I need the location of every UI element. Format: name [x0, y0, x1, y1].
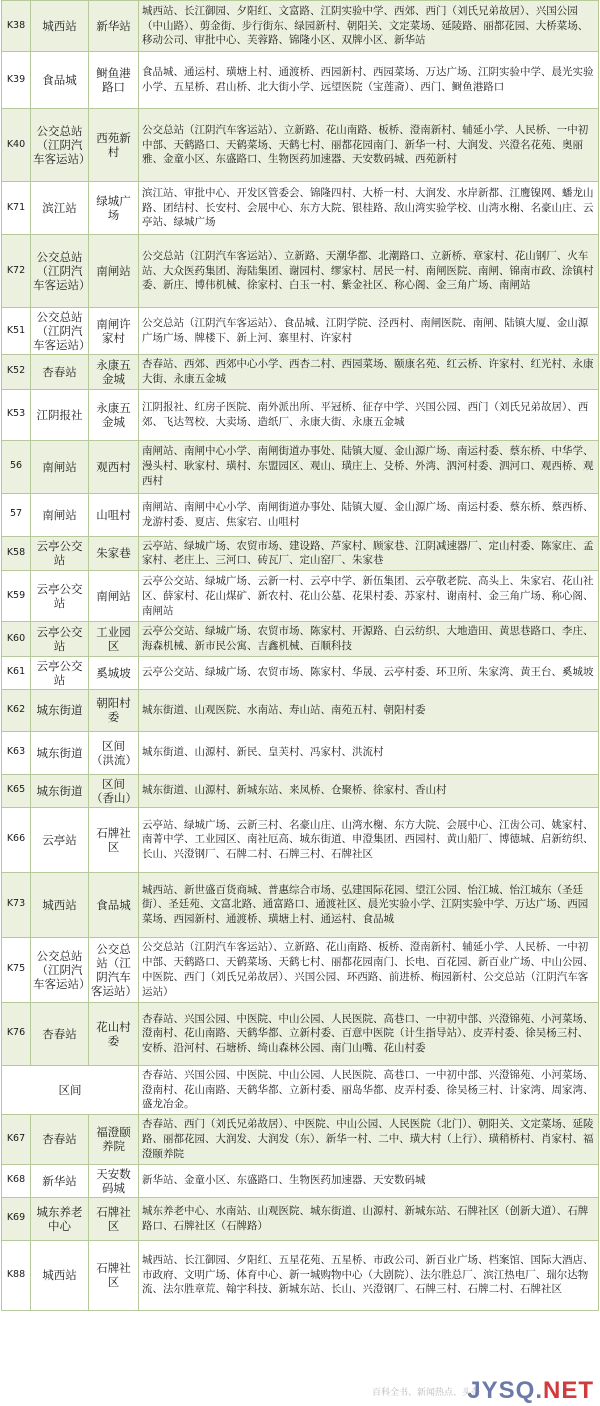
route-start: 城东街道 [31, 689, 89, 731]
route-end: 南闸站 [89, 571, 139, 622]
route-start: 杏春站 [31, 355, 89, 390]
table-row [2, 731, 599, 774]
route-start: 云亭公交站 [31, 622, 89, 657]
route-start: 江阴报社 [31, 389, 89, 440]
route-number: K68 [2, 1164, 31, 1197]
route-end: 绿城广场 [89, 182, 139, 235]
route-stops: 城西站、新世盛百货商城、普惠综合市场、弘建国际花园、望江公园、怡江城、怡江城东（圣廷街）、圣廷苑、文富北路、通富路口、通渡社区、晨光实验小学、江阴实验中学、万达广场、西园菜场、西园新村、通渡桥、璜塘上村、通运村、食品城 [139, 872, 599, 937]
watermark-logo-net: NET [543, 1377, 594, 1404]
route-number: K52 [2, 355, 31, 390]
route-stops: 滨江站、审批中心、开发区管委会、锦隆四村、大桥一村、大润发、水岸新都、江鹰镍网、蟠龙山路、团结村、长安村、会展中心、东方大院、银桂路、敌山湾实验学校、山湾水榭、名豪山庄、云亭站、绿城广场 [139, 182, 599, 235]
route-start: 云亭公交站 [31, 656, 89, 689]
route-number: K61 [2, 656, 31, 689]
route-end: 朝阳村委 [89, 689, 139, 731]
route-stops: 公交总站（江阴汽车客运站）、立新路、花山南路、板桥、澄南新村、辅延小学、人民桥、一中初中部、天鹤路口、天鹤菜场、天鹤七村、丽都花园南门、新华一村、大润发、兴澄名花苑、奥丽雅、金童小区、东盛路口、生物医药加速器、天安数码城、西苑新村 [139, 109, 599, 182]
route-end: 工业园区 [89, 622, 139, 657]
table-row [2, 1164, 599, 1197]
route-number: K40 [2, 109, 31, 182]
table-row [2, 571, 599, 622]
route-number: 57 [2, 493, 31, 536]
route-end: 食品城 [89, 872, 139, 937]
route-stops: 新华站、金童小区、东盛路口、生物医药加速器、天安数码城 [139, 1164, 599, 1197]
route-number: K88 [2, 1240, 31, 1310]
route-stops: 杏春站、兴国公园、中医院、中山公园、人民医院、高巷口、一中初中部、兴澄锦苑、小河菜场、澄南村、花山南路、天鹤华都、立新村委、丽岛华都、皮弄村委、徐吴杨三村、计家湾、周家湾、盛龙冶金。 [139, 1065, 599, 1114]
route-end: 鲥鱼港路口 [89, 52, 139, 109]
watermark-faint-text: 百科全书、新闻热点、头条 [371, 1388, 480, 1398]
route-stops: 云亭公交站、绿城广场、农贸市场、陈家村、华晟、云亭村委、环卫所、朱家湾、黄王台、奚城坡 [139, 656, 599, 689]
route-end: 福澄颐养院 [89, 1115, 139, 1164]
route-stops: 杏春站、西郊、西郊中心小学、西杏二村、西园菜场、颐康名苑、红云桥、许家村、红光村、永康大街、永康五金城 [139, 355, 599, 390]
route-start: 城东街道 [31, 774, 89, 807]
route-stops: 公交总站（江阴汽车客运站）、立新路、花山南路、板桥、澄南新村、辅延小学、人民桥、一中初中部、天鹤路口、天鹤菜场、天鹤七村、丽都花园南门、长电、百花园、新百业广场、中山公园、中医院、西门（刘氏兄弟故居）、兴国公园、环西路、前进桥、梅园新村、公交总站（江阴汽车客运站） [139, 937, 599, 1002]
table-row [2, 937, 599, 1002]
route-start: 云亭公交站 [31, 536, 89, 571]
route-start: 云亭站 [31, 807, 89, 872]
site-watermark [467, 1378, 594, 1404]
route-number: K59 [2, 571, 31, 622]
table-row [2, 656, 599, 689]
route-stops: 云亭站、绿城广场、云新三村、名豪山庄、山湾水榭、东方大院、会展中心、江齿公司、姚家村、南菁中学、工业园区、南社厄高、城东街道、申澄集团、西园村、黄山船厂、博德城、启新纺织、长山、兴澄钢厂、石牌二村、石牌三村、石牌社区 [139, 807, 599, 872]
route-start: 城西站 [31, 1240, 89, 1310]
route-end: 永康五金城 [89, 355, 139, 390]
route-stops: 城东街道、山源村、新城东站、来凤桥、仓聚桥、徐家村、香山村 [139, 774, 599, 807]
route-start: 食品城 [31, 52, 89, 109]
route-start: 城东养老中心 [31, 1197, 89, 1240]
route-number: K71 [2, 182, 31, 235]
route-number: 56 [2, 440, 31, 493]
table-row [2, 689, 599, 731]
route-number: K65 [2, 774, 31, 807]
route-number: K72 [2, 235, 31, 308]
route-end: 奚城坡 [89, 656, 139, 689]
route-stops: 云亭公交站、绿城广场、云新一村、云亭中学、新伍集团、云亭敬老院、高头上、朱家宕、花山社区、薛家村、花山煤矿、新农村、花山公墓、花果村委、苏家村、谢南村、金三角广场、称心阁、南闸站 [139, 571, 599, 622]
route-stops: 城东街道、山观医院、水南站、寿山站、南苑五村、朝阳村委 [139, 689, 599, 731]
route-end: 花山村委 [89, 1002, 139, 1065]
route-stops: 公交总站（江阴汽车客运站）、食品城、江阴学院、泾西村、南闸医院、南闸、陆镇大厦、金山源广场广场、牌楼下、新上河、寨里村、许家村 [139, 308, 599, 355]
table-row [2, 109, 599, 182]
route-number: K75 [2, 937, 31, 1002]
route-stops: 云亭站、绿城广场、农贸市场、建设路、芦家村、顾家巷、江阴减速器厂、定山村委、陈家庄、孟家村、老庄上、三河口、砖瓦厂、定山窑厂、朱家巷 [139, 536, 599, 571]
route-end: 新华站 [89, 1, 139, 52]
route-number: K73 [2, 872, 31, 937]
route-number: K58 [2, 536, 31, 571]
route-end: 朱家巷 [89, 536, 139, 571]
route-number: K76 [2, 1002, 31, 1065]
table-row [2, 1002, 599, 1065]
route-end: 南闸站 [89, 235, 139, 308]
route-stops: 杏春站、西门（刘氏兄弟故居）、中医院、中山公园、人民医院（北门）、朝阳关、文定菜场、延陵路、丽都花园、大润发、大润发（东）、新华一村、二中、璜大村（上行）、璜稍桥村、肖家村、福澄颐养院 [139, 1115, 599, 1164]
route-end: 石牌社区 [89, 807, 139, 872]
route-stops: 城西站、长江御园、夕阳红、文富路、江阴实验中学、西郊、西门（刘氏兄弟故居）、兴国公园（中山路）、剪金街、步行街东、绿园新村、朝阳关、文定菜场、延陵路、丽都花园、大桥菜场、移动公司、审批中心、芙蓉路、锦隆小区、双牌小区、新华站 [139, 1, 599, 52]
route-stops: 城东养老中心、水南站、山观医院、城东街道、山源村、新城东站、石牌社区（创新大道）、石牌路口、石牌社区（石牌路） [139, 1197, 599, 1240]
table-row [2, 1115, 599, 1164]
route-end: 永康五金城 [89, 389, 139, 440]
route-end: 石牌社区 [89, 1240, 139, 1310]
route-start: 公交总站（江阴汽车客运站） [31, 109, 89, 182]
route-end: 区间（香山） [89, 774, 139, 807]
table-row [2, 1065, 599, 1114]
table-row [2, 872, 599, 937]
route-label: 区间 [2, 1065, 139, 1114]
route-number: K60 [2, 622, 31, 657]
table-row [2, 774, 599, 807]
route-stops: 食品城、通运村、璜塘上村、通渡桥、西园新村、西园菜场、万达广场、江阴实验中学、晨光实验小学、五星桥、君山桥、北大街小学、远望医院（宝莲斋）、西门、鲥鱼港路口 [139, 52, 599, 109]
table-row [2, 622, 599, 657]
watermark-logo-main: JYSQ. [467, 1377, 543, 1404]
bus-route-table [1, 0, 599, 1311]
route-number: K53 [2, 389, 31, 440]
route-stops: 江阴报社、红房子医院、南外派出所、平冠桥、征存中学、兴国公园、西门（刘氏兄弟故居）、西郊、飞达驾校、大卖场、造纸厂、永康大街、永康五金城 [139, 389, 599, 440]
route-start: 云亭公交站 [31, 571, 89, 622]
route-start: 新华站 [31, 1164, 89, 1197]
table-row [2, 182, 599, 235]
table-row [2, 493, 599, 536]
route-number: K63 [2, 731, 31, 774]
watermark-logo [467, 1378, 594, 1404]
route-number: K66 [2, 807, 31, 872]
table-row [2, 235, 599, 308]
route-start: 杏春站 [31, 1002, 89, 1065]
route-start: 南闸站 [31, 440, 89, 493]
route-end: 西苑新村 [89, 109, 139, 182]
route-start: 南闸站 [31, 493, 89, 536]
route-end: 山咀村 [89, 493, 139, 536]
table-row [2, 308, 599, 355]
route-stops: 云亭公交站、绿城广场、农贸市场、陈家村、开源路、白云纺织、大地造田、黄思巷路口、李庄、海森机械、新市民公寓、吉鑫机械、百顺科技 [139, 622, 599, 657]
route-end: 公交总站（江阴汽车客运站） [89, 937, 139, 1002]
route-number: K67 [2, 1115, 31, 1164]
route-number: K51 [2, 308, 31, 355]
route-start: 公交总站（江阴汽车客运站） [31, 937, 89, 1002]
route-stops: 南闸站、南闸中心小学、南闸街道办事处、陆镇大厦、金山源广场、南运村委、蔡东桥、中华学、漫头村、耿家村、璜村、东盟园区、观山、璜庄上、殳桥、外湾、泗河村委、泗河口、观西桥、观西村 [139, 440, 599, 493]
route-stops: 杏春站、兴国公园、中医院、中山公园、人民医院、高巷口、一中初中部、兴澄锦苑、小河菜场、澄南村、花山南路、天鹤华都、立新村委、百意中医院（计生指导站）、皮弄村委、徐吴杨三村、安桥、沿河村、石塘桥、绮山森林公园、南门山嘴、花山村委 [139, 1002, 599, 1065]
route-stops: 南闸站、南闸中心小学、南闸街道办事处、陆镇大厦、金山源广场、南运村委、蔡东桥、蔡西桥、龙游村委、夏店、焦家宕、山咀村 [139, 493, 599, 536]
route-stops: 公交总站（江阴汽车客运站）、立新路、天潮华都、北潮路口、立新桥、章家村、花山钢厂、火车站、大众医药集团、海陆集团、谢园村、缪家村、居民一村、南闸医院、南闸、锦南市政、涂镇村委、新庄、博伟机械、徐家村、白玉一村、紫金社区、称心阁、金三角广场、南闸站 [139, 235, 599, 308]
route-number: K69 [2, 1197, 31, 1240]
route-end: 观西村 [89, 440, 139, 493]
table-row [2, 440, 599, 493]
table-row [2, 1197, 599, 1240]
table-row [2, 1, 599, 52]
route-start: 杏春站 [31, 1115, 89, 1164]
route-start: 城西站 [31, 872, 89, 937]
route-start: 城西站 [31, 1, 89, 52]
table-row [2, 389, 599, 440]
table-row [2, 1240, 599, 1310]
route-number: K62 [2, 689, 31, 731]
route-number: K39 [2, 52, 31, 109]
route-start: 城东街道 [31, 731, 89, 774]
route-stops: 城西站、长江御园、夕阳红、五星花苑、五星桥、市政公司、新百业广场、档案馆、国际大酒店、市政府、文明广场、体育中心、新一城购物中心（大剧院）、法尔胜总厂、滨江热电厂、瑞尔达物流、法尔胜章荒、翰宇科技、新城东站、长山、兴澄钢厂、石牌三村、石牌二村、石牌社区 [139, 1240, 599, 1310]
route-number: K38 [2, 1, 31, 52]
route-end: 南闸许家村 [89, 308, 139, 355]
route-start: 公交总站（江阴汽车客运站） [31, 308, 89, 355]
route-table-body [2, 1, 599, 1311]
table-row [2, 807, 599, 872]
route-stops: 城东街道、山源村、新民、皇芙村、冯家村、洪流村 [139, 731, 599, 774]
route-start: 滨江站 [31, 182, 89, 235]
table-row [2, 52, 599, 109]
route-start: 公交总站（江阴汽车客运站） [31, 235, 89, 308]
table-row [2, 355, 599, 390]
route-end: 区间（洪流） [89, 731, 139, 774]
table-row [2, 536, 599, 571]
route-end: 天安数码城 [89, 1164, 139, 1197]
route-end: 石牌社区 [89, 1197, 139, 1240]
